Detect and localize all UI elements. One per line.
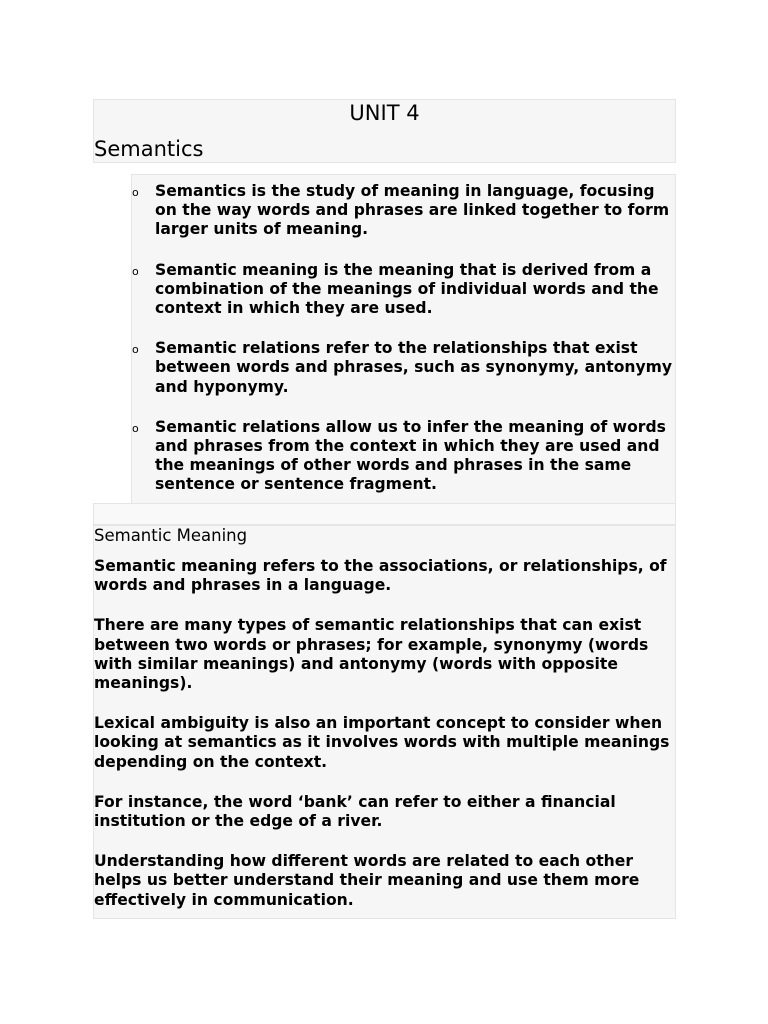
list-item — [132, 339, 677, 397]
paragraph: Lexical ambiguity is also an important concept to consider when looking at semantics as it involves words with multiple meanings depending on the context. — [94, 714, 670, 771]
paragraph-group — [94, 557, 677, 931]
bullet-marker-icon: o — [132, 343, 139, 357]
unit-title: UNIT 4 — [349, 101, 420, 125]
paragraph: Understanding how different words are related to each other helps us better understand their meaning and use them more effectively in communication. — [94, 852, 640, 909]
paragraph: For instance, the word ‘bank’ can refer to either a financial institution or the edge of a river. — [94, 792, 616, 831]
bullet-marker-icon: o — [132, 421, 139, 435]
bullet-text: Semantics is the study of meaning in language, focusing on the way words and phrases are linked together to form larger units of meaning. — [155, 182, 670, 239]
bullet-text: Semantic meaning is the meaning that is derived from a combination of the meanings of individual words and the context in which they are used. — [155, 260, 659, 318]
bullet-marker-icon: o — [132, 186, 139, 199]
spacer-strip — [93, 503, 676, 525]
header-block — [93, 99, 676, 163]
bullet-marker-icon: o — [132, 264, 139, 278]
paragraph: There are many types of semantic relationships that can exist between two words or phrases; for example, synonymy (words with similar meanings) and antonymy (words with opposite meanings). — [94, 616, 649, 693]
semantic-meaning-block — [93, 525, 676, 919]
bullet-list — [132, 182, 677, 516]
bullets-block — [131, 174, 676, 504]
list-item — [132, 261, 677, 319]
list-item — [132, 182, 677, 240]
semantic-meaning-heading: Semantic Meaning — [94, 526, 248, 545]
list-item — [132, 418, 677, 495]
section-title: Semantics — [94, 137, 204, 161]
bullet-text: Semantic relations refer to the relationships that exist between words and phrases, such as synonymy, antonymy and hyponymy. — [155, 339, 673, 396]
bullet-text: Semantic relations allow us to infer the meaning of words and phrases from the context in which they are used and the meanings of other words and phrases in the same sentence or sentence fragment. — [155, 417, 666, 494]
paragraph: Semantic meaning refers to the associations, or relationships, of words and phrases in a language. — [94, 557, 667, 595]
